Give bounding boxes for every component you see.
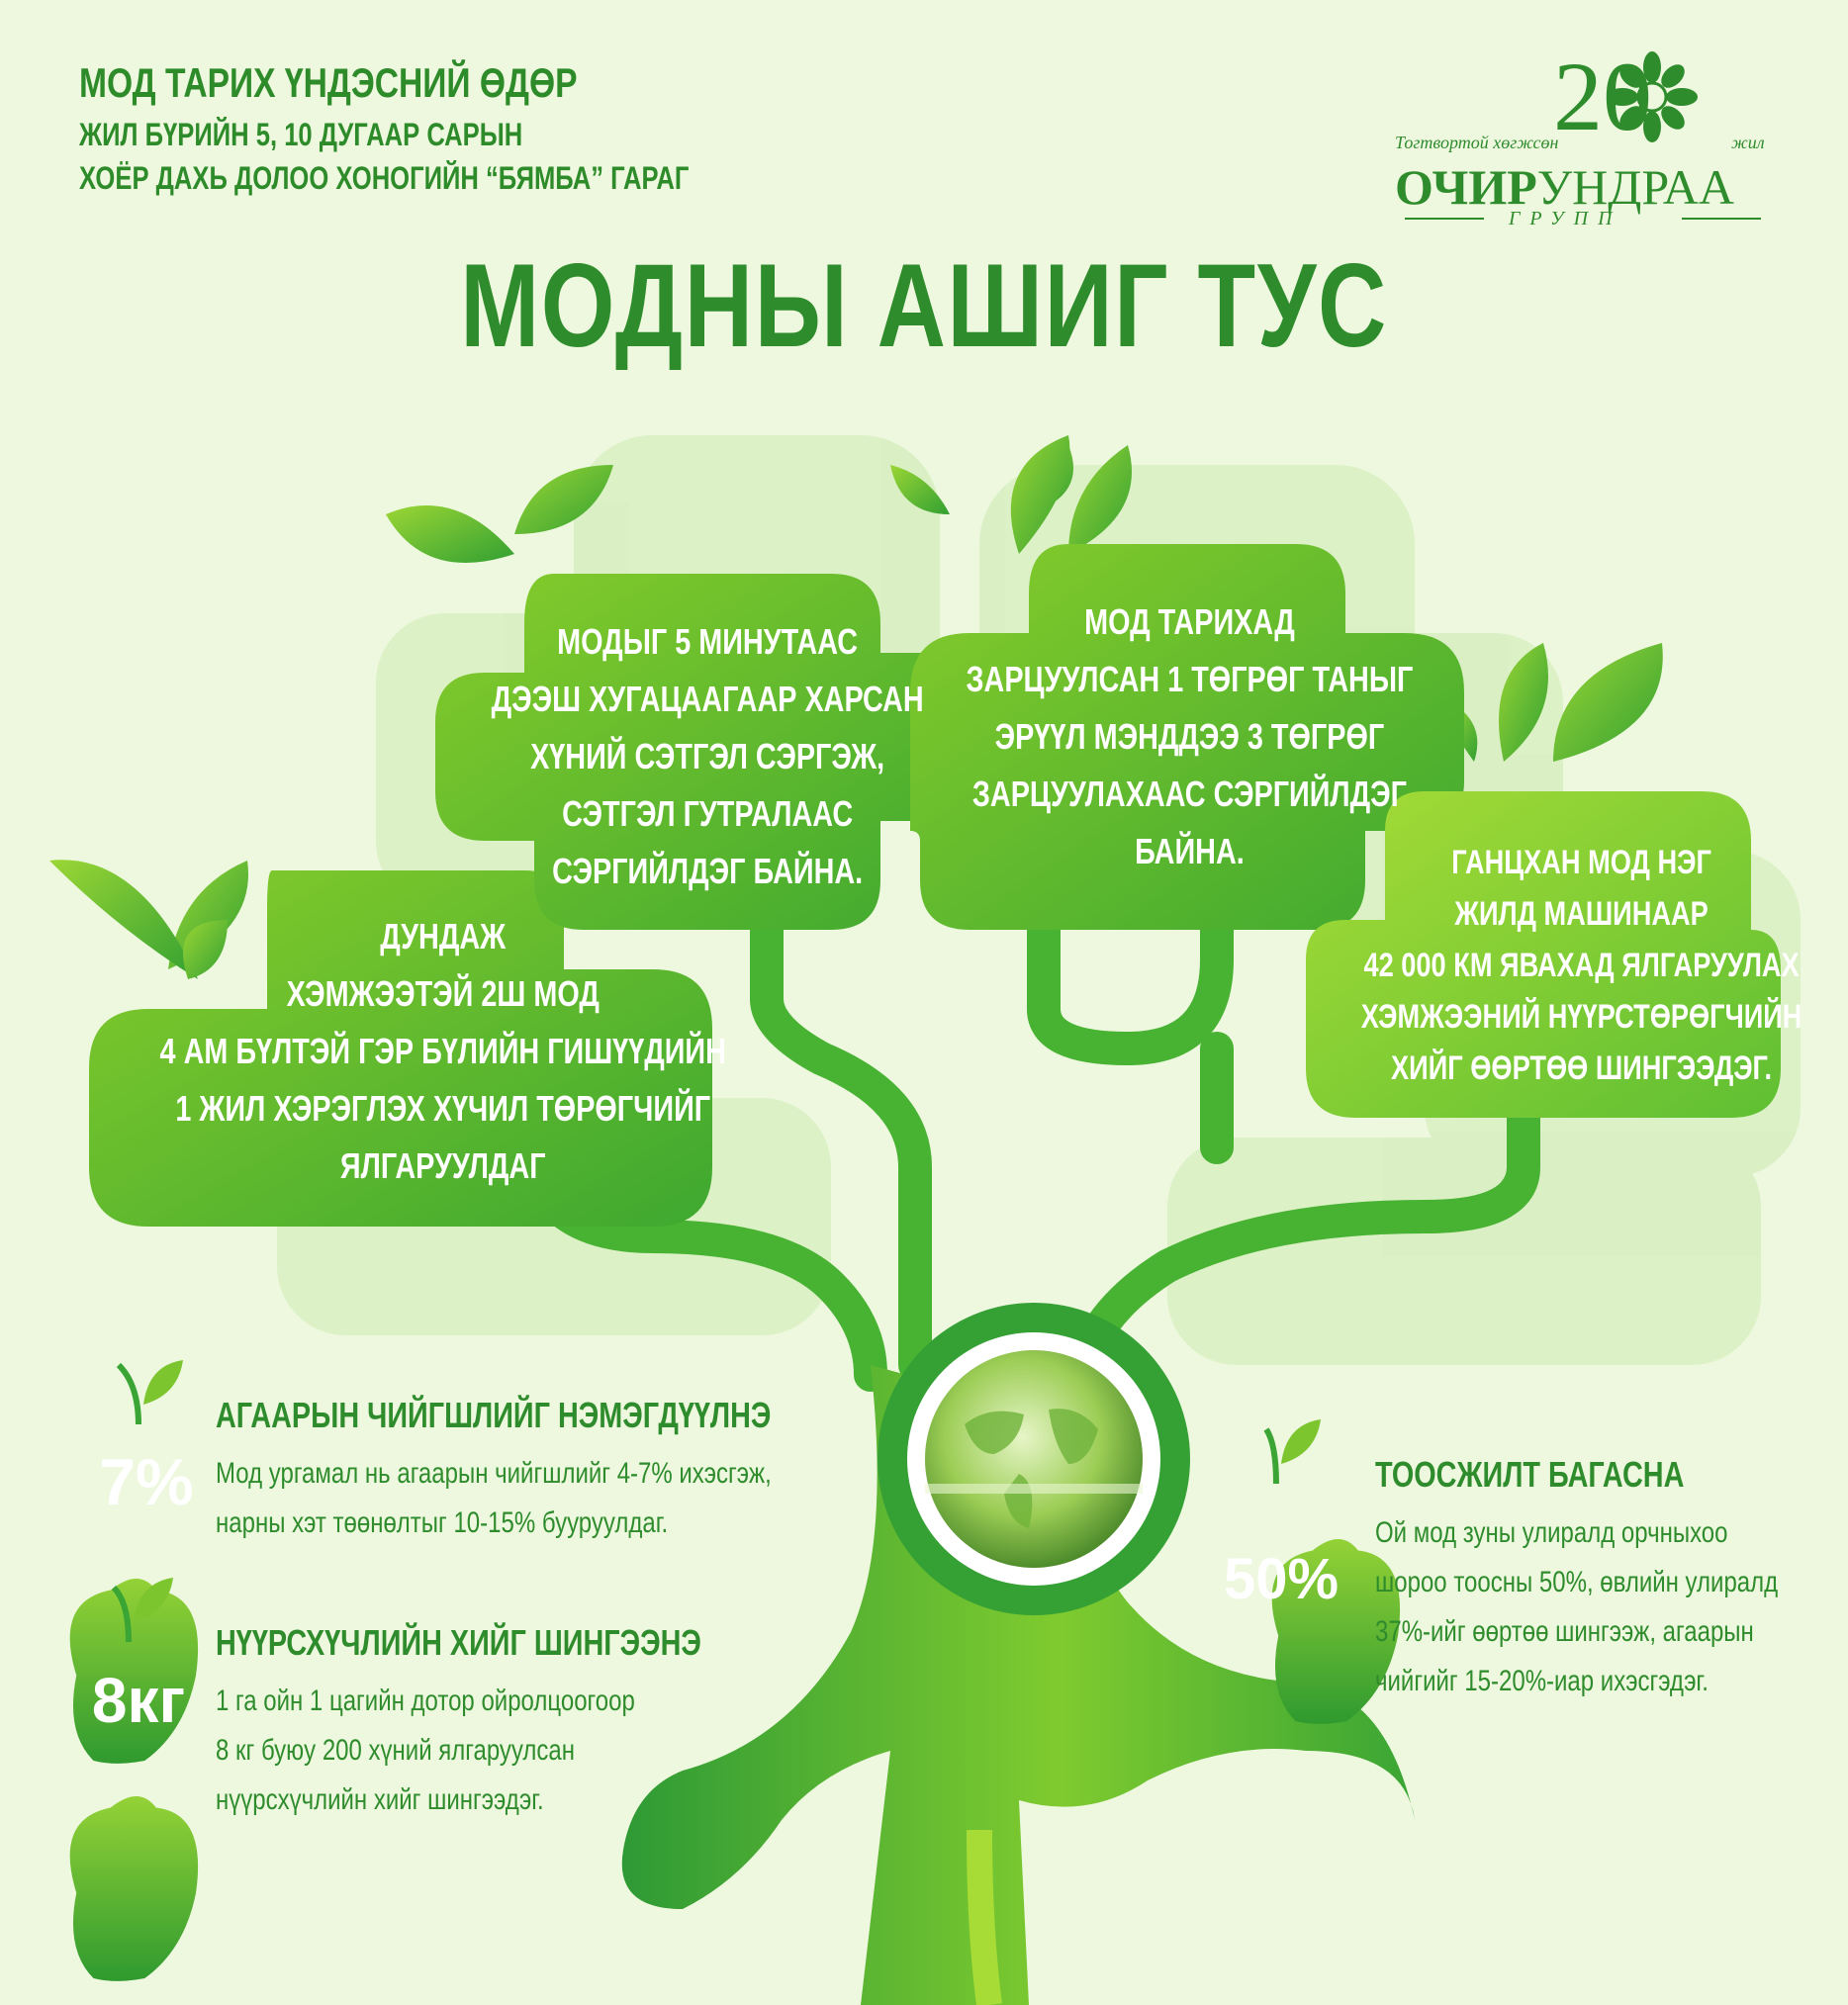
- stat-text-co2: [216, 1677, 635, 1825]
- stat-text-line: Ой мод зуны улиралд орчныхоо: [1375, 1516, 1728, 1549]
- stat-text-line: нарны хэт төөнөлтыг 10-15% бууруулдаг.: [216, 1506, 669, 1539]
- stat-text-line: 1 га ойн 1 цагийн дотор ойролцоогоор: [216, 1685, 635, 1717]
- bubble-line: ХҮНИЙ СЭТГЭЛ СЭРГЭЖ,: [529, 736, 885, 776]
- bubble-carbon: [1306, 837, 1802, 1094]
- event-day-line: ХОЁР ДАХЬ ДОЛОО ХОНОГИЙН “БЯМБА” ГАРАГ: [79, 160, 690, 196]
- logo-name-bold: ОЧИР: [1395, 159, 1537, 215]
- bubble-mental-health: [435, 613, 979, 900]
- bubble-line: ЭРҮҮЛ МЭНДДЭЭ 3 ТӨГРӨГ: [994, 716, 1385, 757]
- logo-sub: ГРУПП: [1509, 208, 1622, 229]
- stat-text-line: 37%-ийг өөртөө шингээж, агаарын: [1375, 1615, 1754, 1648]
- page-title: МОДНЫ АШИГ ТУС: [460, 239, 1388, 372]
- logo-script-left: Тогтвортой хөгжсөн: [1395, 133, 1559, 152]
- bubble-line: ЖИЛД МАШИНААР: [1454, 895, 1709, 933]
- stat-text-humidity: [216, 1449, 772, 1548]
- bubble-line: 4 АМ БҮЛТЭЙ ГЭР БҮЛИЙН ГИШҮҮДИЙН: [159, 1031, 726, 1071]
- bubble-line: ЗАРЦУУЛАХААС СЭРГИЙЛДЭГ: [971, 774, 1407, 814]
- bubble-line: ДУНДАЖ: [380, 916, 507, 957]
- bubble-line: БАЙНА.: [1135, 831, 1245, 871]
- stat-text-line: чийгийг 15-20%-иар ихэсгэдэг.: [1375, 1665, 1709, 1697]
- stat-text-line: нүүрсхүчлийн хийг шингээдэг.: [216, 1783, 544, 1816]
- stat-value-humidity: 7%: [99, 1445, 194, 1518]
- stat-title-humidity: АГААРЫН ЧИЙГШЛИЙГ НЭМЭГДҮҮЛНЭ: [216, 1395, 772, 1435]
- stat-value-dust: 50%: [1223, 1547, 1340, 1611]
- bubble-line: ЯЛГАРУУЛДАГ: [339, 1145, 546, 1186]
- stat-text-line: Мод ургамал нь агаарын чийгшлийг 4-7% ихэсгэж,: [216, 1457, 772, 1490]
- bubble-oxygen: [89, 908, 726, 1195]
- stat-text-dust: [1375, 1508, 1778, 1706]
- event-title: МОД ТАРИХ ҮНДЭСНИЙ ӨДӨР: [79, 59, 578, 106]
- bubble-line: ХЭМЖЭЭТЭЙ 2Ш МОД: [286, 973, 600, 1014]
- stat-text-line: 8 кг буюу 200 хүний ялгаруулсан: [216, 1734, 575, 1767]
- bubble-line: ХИЙГ ӨӨРТӨӨ ШИНГЭЭДЭГ.: [1391, 1049, 1773, 1087]
- bubble-line: СЭТГЭЛ ГУТРАЛААС: [561, 793, 853, 834]
- stat-title-co2: НҮҮРСХҮЧЛИЙН ХИЙГ ШИНГЭЭНЭ: [216, 1622, 701, 1663]
- bubble-line: МОДЫГ 5 МИНУТААС: [557, 621, 858, 662]
- bubble-line: ДЭЭШ ХУГАЦААГААР ХАРСАН: [491, 679, 924, 719]
- logo-name-rest: УНДРАА: [1536, 159, 1735, 215]
- bubble-line: 42 000 КМ ЯВАХАД ЯЛГАРУУЛАХ: [1363, 947, 1800, 984]
- bubble-line: МОД ТАРИХАД: [1084, 601, 1295, 642]
- stat-text-line: шороо тоосны 50%, өвлийн улиралд: [1375, 1566, 1779, 1598]
- event-date-line: ЖИЛ БҮРИЙН 5, 10 ДУГААР САРЫН: [79, 117, 523, 152]
- bubble-line: СЭРГИЙЛДЭГ БАЙНА.: [551, 851, 864, 891]
- bubble-line: 1 ЖИЛ ХЭРЭГЛЭХ ХҮЧИЛ ТӨРӨГЧИЙГ: [175, 1088, 711, 1129]
- globe-icon: [925, 1350, 1143, 1568]
- stat-value-co2: 8кг: [91, 1665, 186, 1736]
- stat-title-dust: ТООСЖИЛТ БАГАСНА: [1375, 1454, 1685, 1495]
- logo-number: 20: [1553, 42, 1652, 151]
- bubble-line: ЗАРЦУУЛСАН 1 ТӨГРӨГ ТАНЫГ: [966, 659, 1414, 699]
- bubble-line: ХЭМЖЭЭНИЙ НҮҮРСТӨРӨГЧИЙН: [1360, 998, 1802, 1036]
- logo-script-right: жил: [1731, 133, 1765, 152]
- bubble-line: ГАНЦХАН МОД НЭГ: [1451, 844, 1711, 881]
